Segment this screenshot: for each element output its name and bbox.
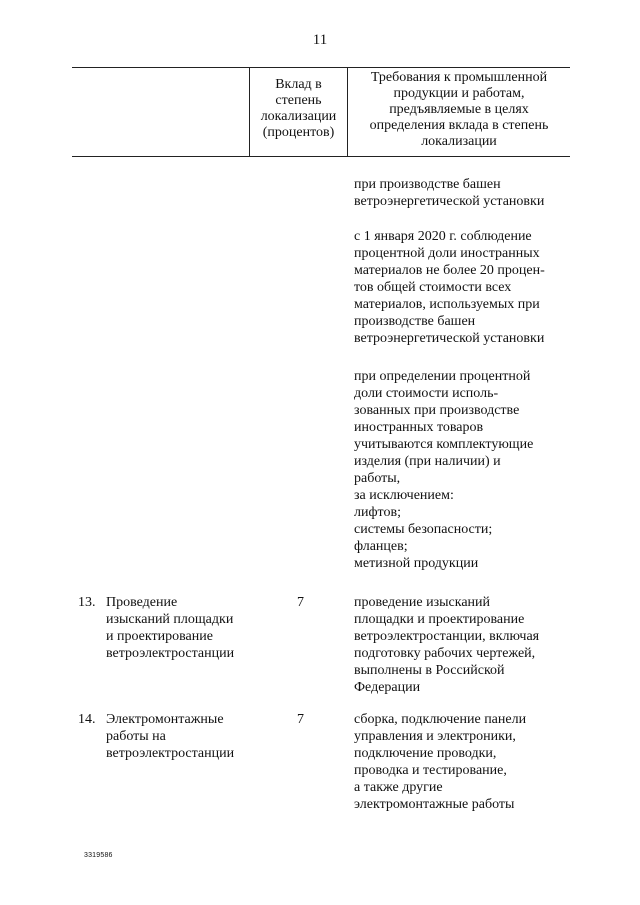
header-contribution: Вклад в степень локализации (процентов) [260,77,337,140]
requirement-continuation-2: с 1 января 2020 г. соблюдение процентной доли иностранных материалов не более 20 процен- тов общей стоимости всех материалов, используемых при производстве башен ветроэнергетической установки [354,229,545,346]
row-13-name: Проведение изысканий площадки и проектирование ветроэлектростанции [106,595,235,661]
row-13-contribution: 7 [297,595,304,610]
document-code: 3319586 [84,852,113,859]
requirement-continuation-1: при производстве башен ветроэнергетической установки [354,177,545,209]
row-13-requirement: проведение изысканий площадки и проектирование ветроэлектростанции, включая подготовку рабочих чертежей, выполнены в Российской Федерации [354,595,540,695]
requirement-continuation-3: при определении процентной доли стоимости исполь- зованных при производстве иностранных товаров учитываются комплектующие изделия (при наличии) и работы, за исключением: лифтов; системы безопасности; фланцев; метизной продукции [354,369,534,571]
row-13-number: 13. [78,595,96,610]
table-header-top-rule [72,67,570,68]
header-requirements: Требования к промышленной продукции и работам, предъявляемые в целях определения вклада в степень локализации [369,70,549,149]
row-14-name: Электромонтажные работы на ветроэлектростанции [106,712,235,761]
row-14-requirement: сборка, подключение панели управления и электроники, подключение проводки, проводка и тестирование, а также другие электромонтажные работы [354,712,527,812]
page-number: 11 [312,32,328,48]
row-14-number: 14. [78,712,96,727]
table-header-bottom-rule [72,156,570,157]
row-14-contribution: 7 [297,712,304,727]
